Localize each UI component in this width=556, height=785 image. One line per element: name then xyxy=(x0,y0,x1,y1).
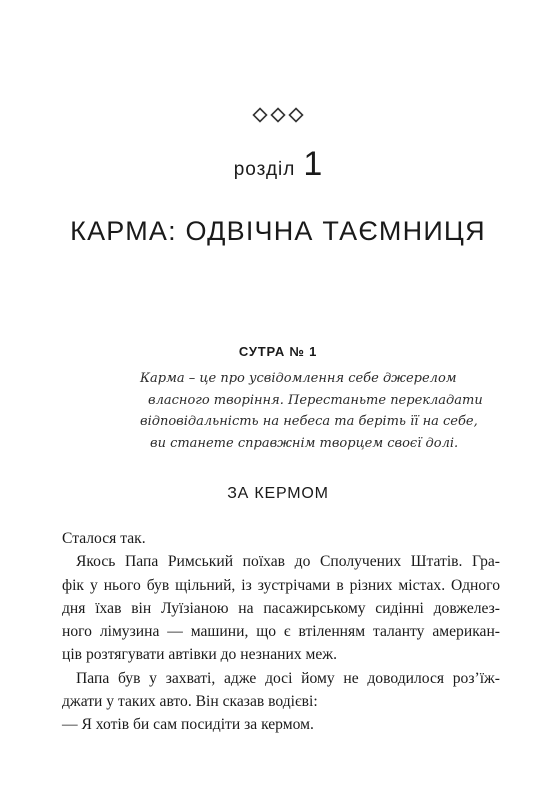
sutra-line: ви станете справжнім творцем своєї долі. xyxy=(150,435,459,451)
sutra-line: власного творіння. Перестаньте перекладати xyxy=(148,392,483,408)
body-line: Якось Папа Римський поїхав до Сполучених Штатів. Гра- xyxy=(76,553,500,571)
chapter-word: розділ xyxy=(233,159,296,180)
section-heading: ЗА КЕРМОМ xyxy=(227,485,329,502)
sutra-line: відповідальність на небеса та беріть її на себе, xyxy=(140,414,478,429)
body-line: ців розтягувати автівки до незнаних меж. xyxy=(62,646,337,664)
body-line: ного лімузина — машини, що є втіленням таланту американ- xyxy=(62,623,500,641)
diamond-icon xyxy=(288,107,304,123)
body-line: Сталося так. xyxy=(62,530,146,547)
body-line: фік у нього був щільний, із зустрічами в різних містах. Одного xyxy=(62,576,500,594)
body-text xyxy=(62,527,500,737)
diamond-icon xyxy=(252,107,268,123)
diamond-icon xyxy=(270,107,286,123)
body-line: Папа був у захваті, адже досі йому не доводилося роз’їж- xyxy=(76,669,500,687)
chapter-label xyxy=(0,147,556,181)
three-diamonds-ornament-icon xyxy=(0,107,556,123)
sutra-text xyxy=(140,368,483,454)
sutra-line: Карма – це про усвідомлення себе джерелом xyxy=(140,371,457,386)
chapter-number: 1 xyxy=(303,145,323,183)
body-line: дня їхав він Луїзіаною на пасажирському сидінні довжелез- xyxy=(62,599,500,617)
sutra-label: СУТРА № 1 xyxy=(238,344,318,359)
body-line: джати у таких авто. Він сказав водієві: xyxy=(62,693,318,711)
chapter-title: КАРМА: ОДВІЧНА ТАЄМНИЦЯ xyxy=(70,216,486,246)
body-line: — Я хотів би сам посидіти за кермом. xyxy=(62,716,314,734)
